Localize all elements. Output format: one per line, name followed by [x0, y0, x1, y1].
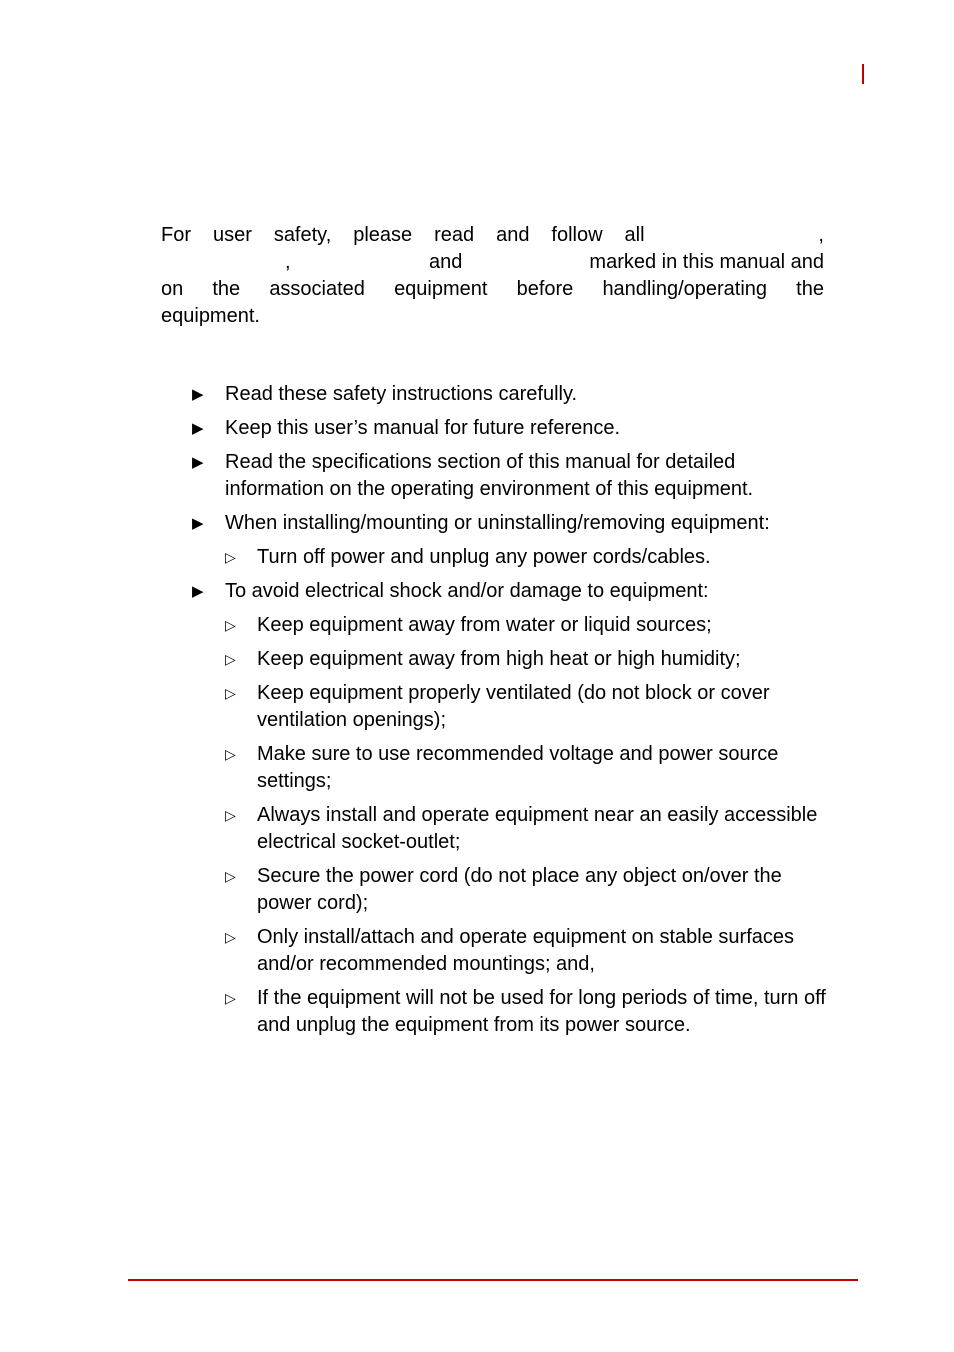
intro-word: all [624, 224, 645, 246]
intro-word: user [212, 224, 252, 246]
filled-triangle-bullet-icon: ▶ [192, 420, 204, 437]
sub-list-item-text: Keep equipment away from water or liquid sources; [257, 614, 712, 636]
safety-instructions-list [192, 381, 832, 1046]
sub-list-item [225, 680, 832, 734]
list-item [192, 415, 832, 442]
intro-word: marked in this manual and [589, 251, 824, 273]
sub-list-item-text: If the equipment will not be used for long periods of time, turn off and unplug the equipment from its power source. [257, 987, 826, 1036]
sub-list [225, 612, 832, 1039]
list-item-text: Keep this user’s manual for future reference. [225, 417, 621, 439]
filled-triangle-bullet-icon: ▶ [192, 515, 204, 532]
intro-word: safety, [273, 224, 332, 246]
intro-line-1 [161, 222, 824, 249]
sub-list-item-text: Make sure to use recommended voltage and power source settings; [257, 743, 779, 792]
list-item [192, 578, 832, 1039]
filled-triangle-bullet-icon: ▶ [192, 454, 204, 471]
intro-word: associated [269, 278, 365, 300]
intro-word: follow [551, 224, 603, 246]
sub-list-item-text: Only install/attach and operate equipment on stable surfaces and/or recommended mountings; and, [257, 926, 794, 975]
list-item-text: Read these safety instructions carefully. [225, 383, 578, 405]
list-item-text: To avoid electrical shock and/or damage to equipment: [225, 580, 709, 602]
intro-word: , [818, 224, 824, 246]
outline-triangle-bullet-icon: ▷ [225, 685, 236, 701]
outline-triangle-bullet-icon: ▷ [225, 746, 236, 762]
sub-list-item [225, 924, 832, 978]
intro-line-2 [161, 249, 824, 276]
sub-list-item-text: Keep equipment properly ventilated (do not block or cover ventilation openings); [257, 682, 770, 731]
outline-triangle-bullet-icon: ▷ [225, 549, 236, 565]
intro-word: the [796, 278, 824, 300]
intro-word: , [285, 251, 291, 273]
sub-list-item [225, 741, 832, 795]
sub-list-item [225, 802, 832, 856]
intro-word: read [434, 224, 475, 246]
intro-word: equipment [394, 278, 488, 300]
sub-list-item [225, 646, 832, 673]
header-accent-mark [862, 64, 864, 84]
filled-triangle-bullet-icon: ▶ [192, 583, 204, 600]
sub-list-item-text: Keep equipment away from high heat or high humidity; [257, 648, 741, 670]
footer-divider [128, 1279, 858, 1281]
list-item [192, 381, 832, 408]
intro-word: handling/operating [602, 278, 768, 300]
intro-word: before [516, 278, 574, 300]
intro-word: please [353, 224, 413, 246]
sub-list-item [225, 985, 832, 1039]
outline-triangle-bullet-icon: ▷ [225, 990, 236, 1006]
intro-word: For [161, 224, 191, 246]
list-item-text: When installing/mounting or uninstalling/removing equipment: [225, 512, 770, 534]
intro-word: the [212, 278, 241, 300]
list-item-text: Read the specifications section of this manual for detailed information on the operating environment of this equipment. [225, 451, 754, 500]
intro-line-4: equipment. [161, 305, 260, 327]
intro-word: and [496, 224, 530, 246]
sub-list-item-text: Always install and operate equipment near an easily accessible electrical socket-outlet; [257, 804, 818, 853]
outline-triangle-bullet-icon: ▷ [225, 929, 236, 945]
sub-list-item [225, 544, 832, 571]
sub-list-item-text: Turn off power and unplug any power cords/cables. [257, 546, 711, 568]
intro-word: on [161, 278, 184, 300]
intro-paragraph [161, 222, 824, 330]
filled-triangle-bullet-icon: ▶ [192, 386, 204, 403]
intro-word: and [429, 251, 463, 273]
list-item [192, 449, 832, 503]
sub-list-item [225, 863, 832, 917]
outline-triangle-bullet-icon: ▷ [225, 868, 236, 884]
sub-list-item-text: Secure the power cord (do not place any object on/over the power cord); [257, 865, 782, 914]
sub-list-item [225, 612, 832, 639]
outline-triangle-bullet-icon: ▷ [225, 807, 236, 823]
outline-triangle-bullet-icon: ▷ [225, 651, 236, 667]
list-item [192, 510, 832, 571]
intro-line-3 [161, 276, 824, 303]
sub-list [225, 544, 832, 571]
outline-triangle-bullet-icon: ▷ [225, 617, 236, 633]
